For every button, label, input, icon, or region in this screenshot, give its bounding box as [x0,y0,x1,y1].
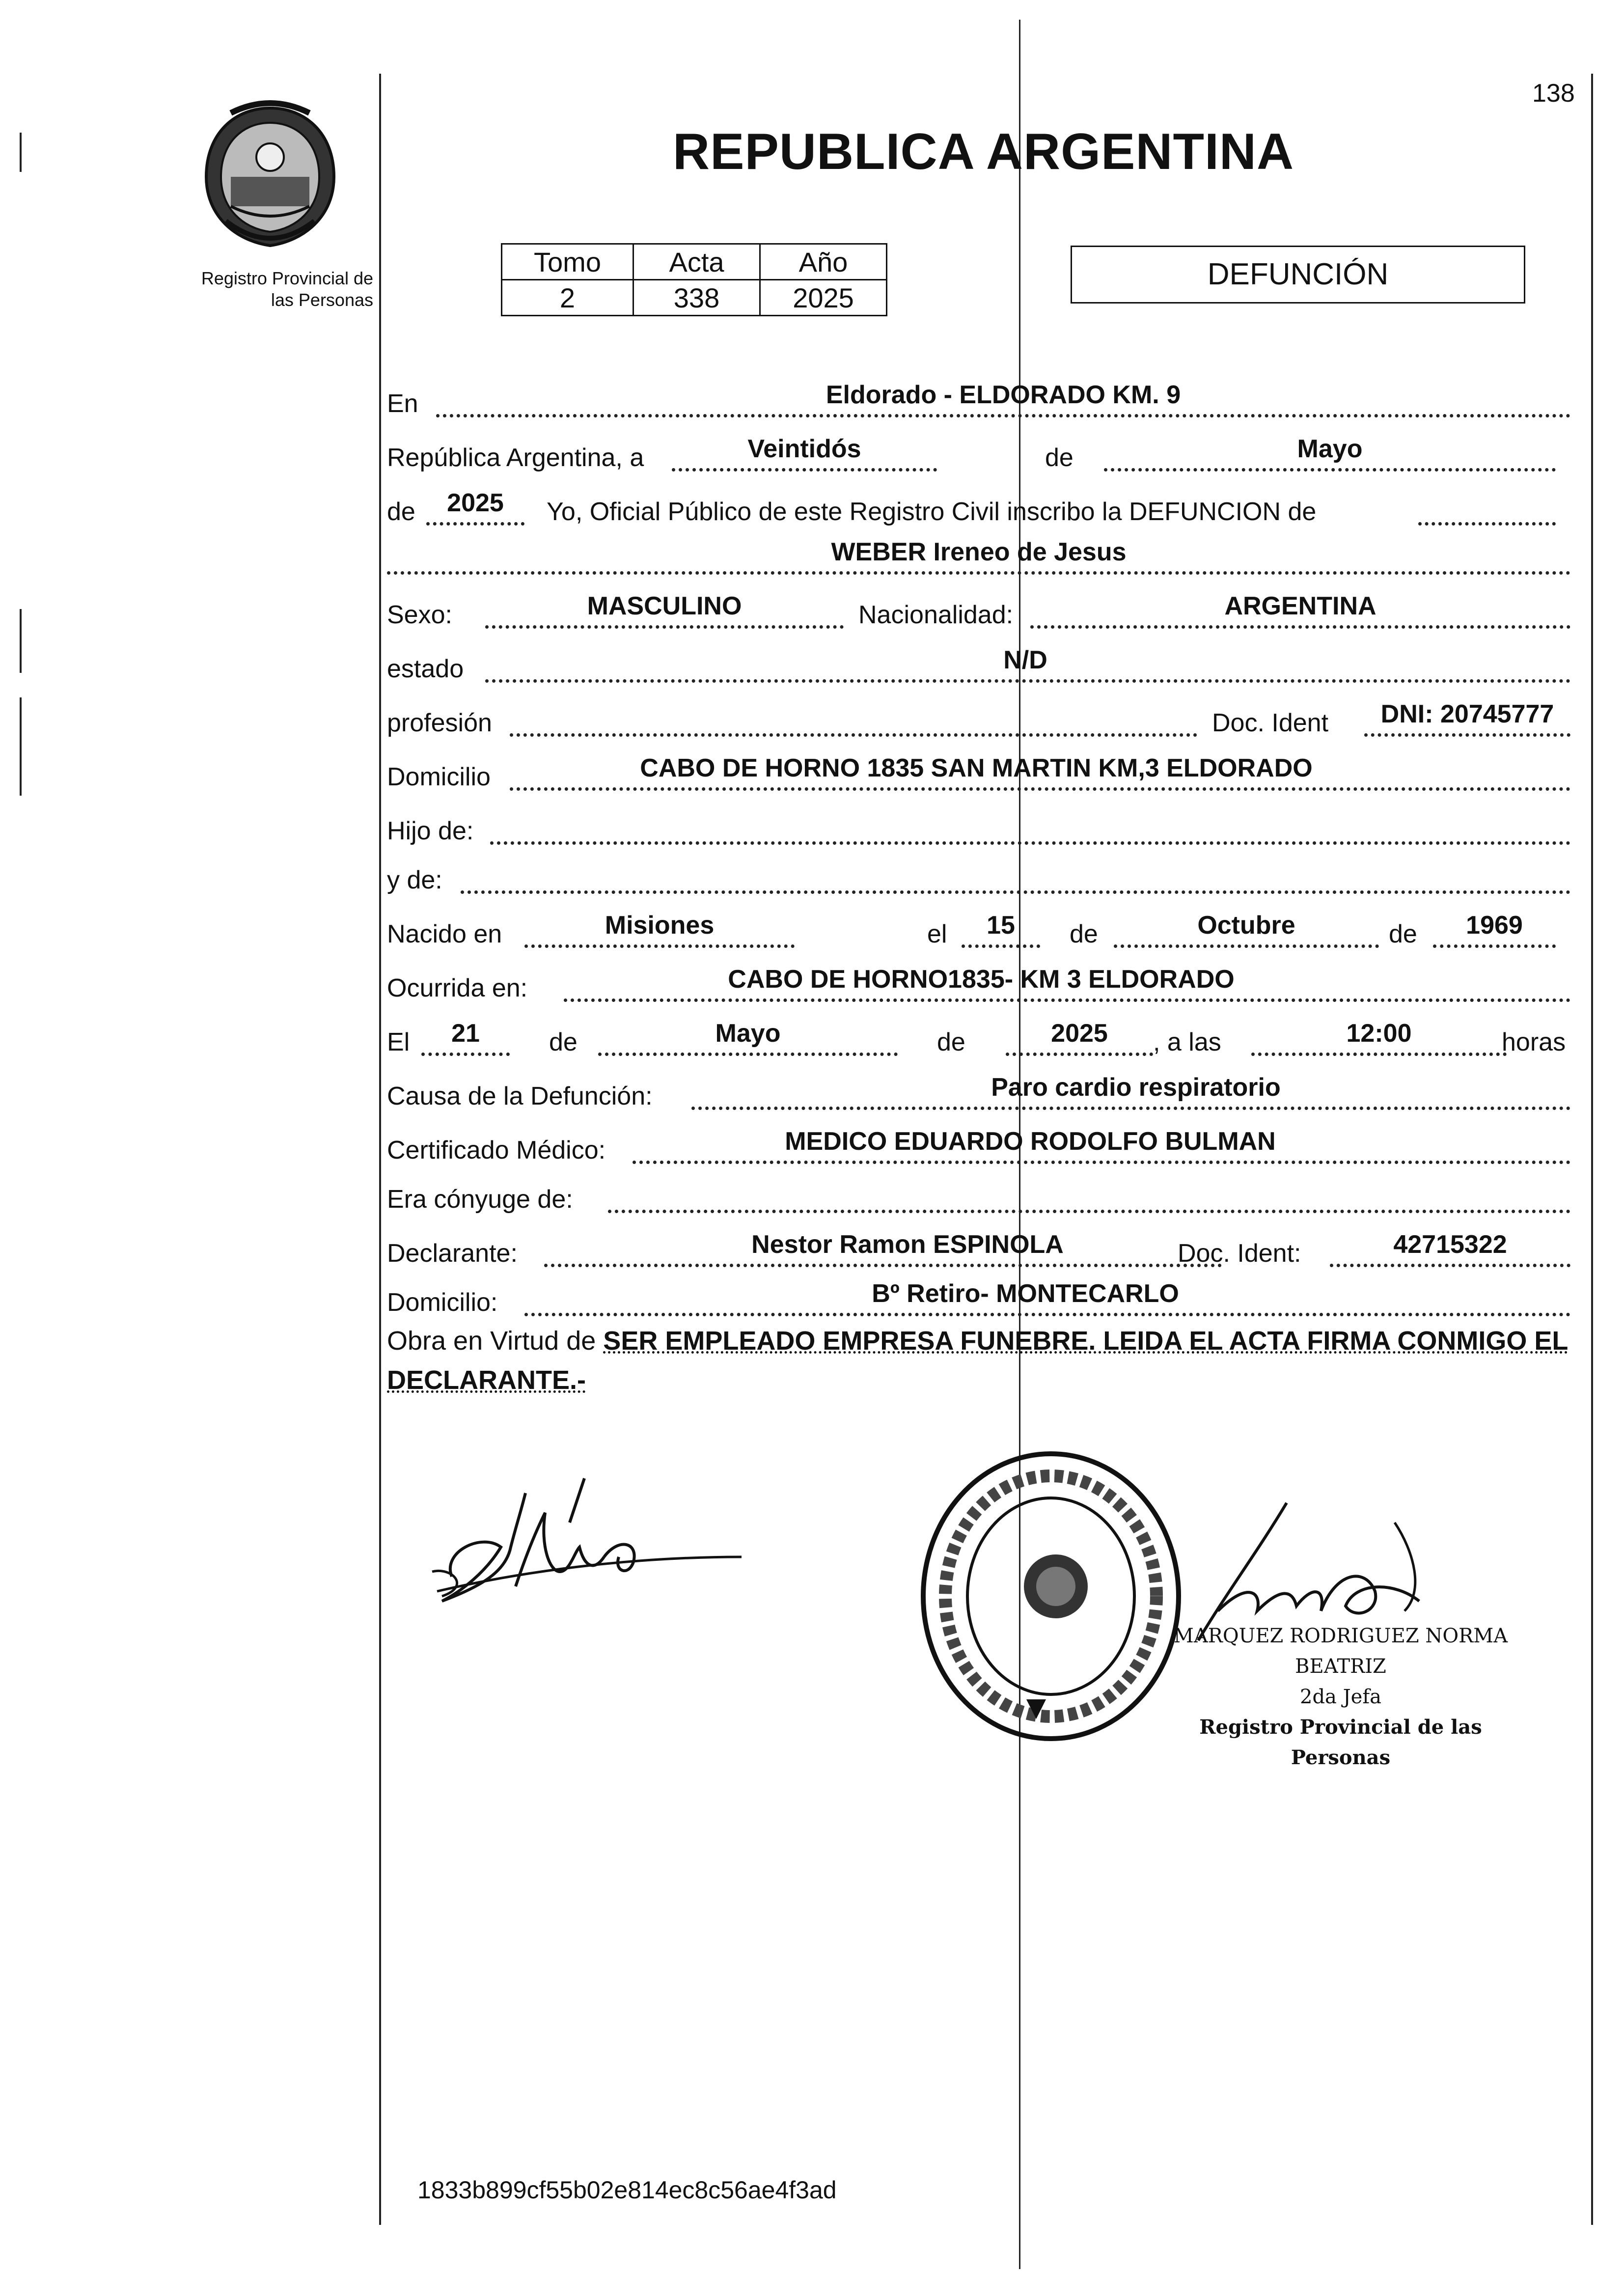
logo-caption [147,268,373,311]
year-value: 2025 [447,489,504,517]
misiones-emblem-icon [192,93,349,255]
declarant-label: Declarante: [387,1239,518,1268]
address-label: Domicilio [387,763,491,791]
statement-end-line [1418,522,1556,526]
born-month-value: Octubre [1197,911,1295,940]
declarant-address-value: Bº Retiro- MONTECARLO [872,1279,1179,1308]
born-place-value: Misiones [605,911,715,940]
declarant-address-label: Domicilio: [387,1288,498,1317]
cause-value: Paro cardio respiratorio [991,1073,1281,1102]
acta-value: 338 [633,280,760,316]
date-prefix-label: República Argentina, a [387,444,644,472]
page-title: REPUBLICA ARGENTINA [673,123,1294,180]
margin-mark [20,697,22,796]
margin-mark [20,133,22,172]
sex-line [485,625,844,629]
record-header-row [502,244,887,280]
tomo-header: Tomo [502,244,633,280]
ano-value: 2025 [760,280,887,316]
declarant-row [387,1223,1575,1272]
born-de2-label: de [1389,920,1417,948]
nationality-value: ARGENTINA [1224,592,1376,620]
tomo-value: 2 [502,280,633,316]
doc-label: Doc. Ident [1212,709,1329,737]
born-de-label: de [1070,920,1098,948]
official-title: 2da Jefa [1300,1686,1381,1708]
address-value: CABO DE HORNO 1835 SAN MARTIN KM,3 ELDORADO [640,754,1313,782]
declarant-address-row [387,1272,1575,1321]
place-value: Eldorado - ELDORADO KM. 9 [826,381,1181,409]
son-of-label: Hijo de: [387,817,474,845]
occurred-label: Ocurrida en: [387,974,528,1002]
document-type-box: DEFUNCIÓN [1071,246,1525,304]
cause-line [691,1107,1570,1110]
declarant-doc-line [1330,1264,1570,1267]
civil-status-line [485,679,1570,683]
time-label: , a las [1153,1028,1221,1056]
nationality-line [1030,625,1570,629]
born-year-value: 1969 [1466,911,1523,940]
acta-header: Acta [633,244,760,280]
logo-caption-line1: Registro Provincial de [201,268,373,288]
margin-mark [20,609,22,673]
son-of-line [490,841,1570,845]
obra-value: SER EMPLEADO EMPRESA FUNEBRE. LEIDA EL ACTA FIRMA CONMIGO EL DECLARANTE.- [387,1326,1569,1395]
spouse-line [608,1210,1570,1213]
sex-value: MASCULINO [587,592,742,620]
certificate-value: MEDICO EDUARDO RODOLFO BULMAN [785,1127,1276,1156]
deceased-name: WEBER Ireneo de Jesus [831,538,1127,566]
handwritten-signature-icon [422,1473,766,1631]
day-line [672,468,937,471]
born-month-line [1114,944,1379,948]
spouse-label: Era cónyuge de: [387,1185,573,1214]
province-logo [192,93,349,255]
profession-label: profesión [387,709,492,737]
record-value-row [502,280,887,316]
month-de-label: de [1045,444,1073,472]
place-line [436,414,1570,417]
death-de2-label: de [937,1028,965,1056]
declarant-doc-value: 42715322 [1393,1230,1507,1259]
official-name: MARQUEZ RODRIGUEZ NORMA BEATRIZ [1173,1625,1508,1678]
born-row [387,904,1575,953]
civil-status-label: estado [387,655,464,683]
official-stamp-text [1169,1621,1513,1773]
registry-seal-icon [913,1444,1188,1748]
certificate-line [633,1161,1570,1164]
born-year-line [1433,944,1556,948]
profession-line [510,733,1197,737]
and-of-row [387,850,1575,899]
declarant-value: Nestor Ramon ESPINOLA [751,1230,1064,1259]
ano-header: Año [760,244,887,280]
record-table [501,243,887,316]
cause-row [387,1066,1575,1115]
civil-status-value: N/D [1003,646,1047,674]
son-of-row [387,801,1575,850]
declarant-doc-label: Doc. Ident: [1178,1239,1301,1268]
official-org: Registro Provincial de las Personas [1199,1716,1482,1769]
spouse-row [387,1169,1575,1218]
death-day-line [421,1053,510,1056]
left-border-line [379,74,381,2225]
page-number: 138 [1532,79,1575,108]
declarant-address-line [524,1313,1570,1316]
year-line [426,522,524,526]
sex-label: Sexo: [387,601,452,629]
death-day-value: 21 [451,1019,480,1048]
right-border-line [1591,74,1593,2225]
declarant-line [544,1264,1222,1267]
official-seal [913,1444,1188,1748]
year-de-label: de [387,498,415,526]
date-row [387,427,1575,476]
month-value: Mayo [1297,435,1363,463]
born-day-line [962,944,1040,948]
civil-status-row [387,638,1575,688]
doc-line [1364,733,1570,737]
nationality-label: Nacionalidad: [858,601,1014,629]
declarant-signature [422,1473,766,1631]
obra-paragraph [387,1321,1575,1400]
hours-label: horas [1502,1028,1566,1056]
place-row [387,373,1575,422]
occurred-row [387,958,1575,1007]
born-place-line [524,944,795,948]
statement-text: Yo, Oficial Público de este Registro Civil inscribo la DEFUNCION de [547,498,1317,526]
deceased-row [387,530,1575,580]
certificate-label: Certificado Médico: [387,1136,606,1164]
doc-value: DNI: 20745777 [1380,700,1554,728]
month-line [1104,468,1556,471]
and-of-label: y de: [387,866,442,894]
day-value: Veintidós [747,435,861,463]
time-value: 12:00 [1346,1019,1412,1048]
address-line [510,787,1570,791]
address-row [387,747,1575,796]
document-hash: 1833b899cf55b02e814ec8c56ae4f3ad [417,2176,837,2204]
death-month-value: Mayo [715,1019,781,1048]
death-year-line [1006,1053,1153,1056]
sex-row [387,584,1575,634]
time-line [1251,1053,1507,1056]
death-el-label: El [387,1028,410,1056]
statement-row [387,481,1575,530]
born-el-label: el [927,920,947,948]
cause-label: Causa de la Defunción: [387,1082,653,1110]
born-day-value: 15 [987,911,1015,940]
death-de-label: de [549,1028,578,1056]
profession-row [387,693,1575,742]
death-month-line [598,1053,898,1056]
logo-caption-line2: las Personas [271,290,373,310]
obra-label: Obra en Virtud de [387,1326,596,1356]
death-year-value: 2025 [1051,1019,1108,1048]
certificate-row [387,1120,1575,1169]
and-of-line [461,890,1570,894]
occurred-line [564,998,1570,1002]
occurred-value: CABO DE HORNO1835- KM 3 ELDORADO [728,965,1235,994]
death-date-row [387,1012,1575,1061]
place-label: En [387,389,418,418]
deceased-line [387,571,1570,575]
born-label: Nacido en [387,920,502,948]
